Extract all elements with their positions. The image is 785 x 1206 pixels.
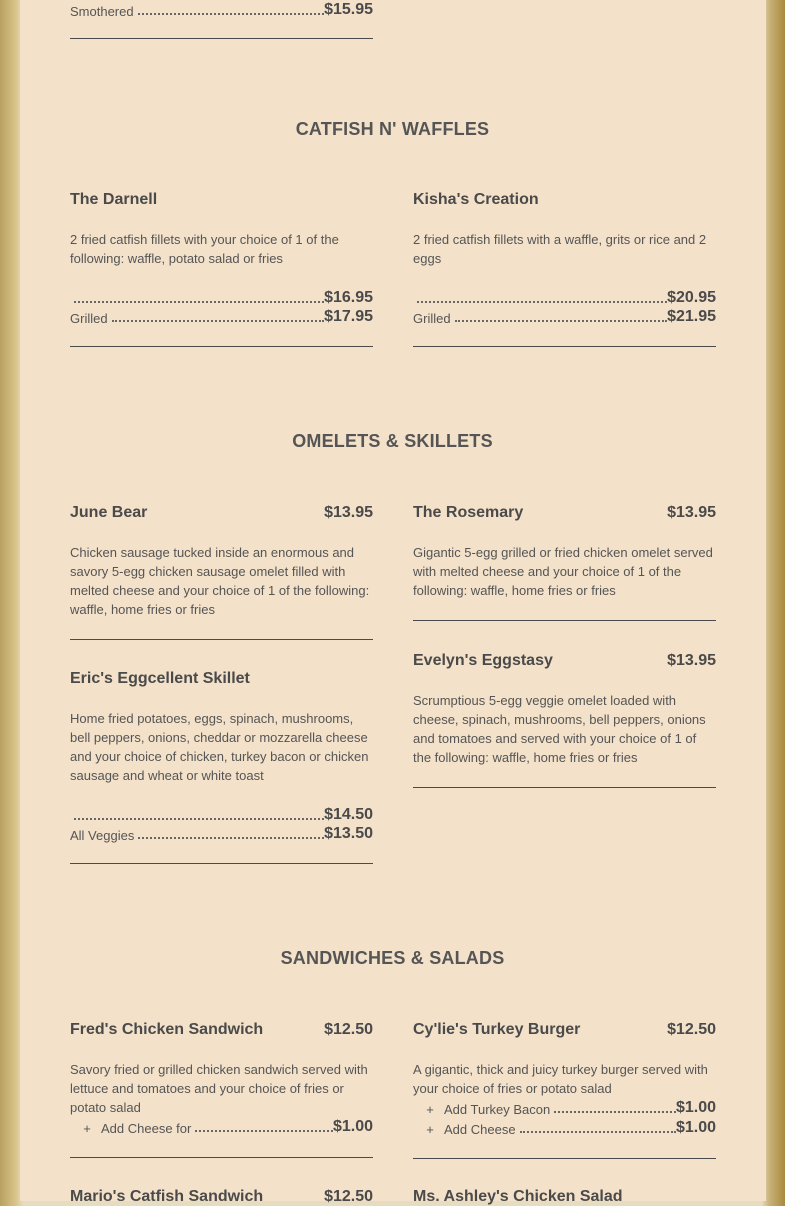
item-price: $12.50 (324, 1021, 373, 1038)
dot-leader (455, 320, 667, 322)
addon-row (70, 1117, 373, 1136)
dot-leader (520, 1131, 676, 1133)
addon-label: Add Cheese for (101, 1121, 192, 1136)
price-value: $14.50 (324, 806, 373, 823)
item-description: Gigantic 5-egg grilled or fried chicken omelet served with melted cheese and your choice of 1 of the following: waffle, home fries or fries (413, 545, 713, 598)
price-row-all-veggies (70, 824, 373, 843)
divider (413, 1158, 716, 1159)
addon-row (413, 1118, 716, 1137)
item-description: A gigantic, thick and juicy turkey burger served with your choice of fries or potato salad (413, 1062, 708, 1096)
item-description: Savory fried or grilled chicken sandwich served with lettuce and tomatoes and your choice of fries or potato salad (70, 1062, 368, 1115)
plus-icon: + (426, 1102, 434, 1117)
price-value: $17.95 (324, 308, 373, 325)
price-row (70, 288, 373, 307)
item-price: $13.95 (324, 504, 373, 521)
item-description: Home fried potatoes, eggs, spinach, mushrooms, bell peppers, onions, cheddar or mozzarella cheese and your choice of chicken, turkey bacon or chicken sausage and wheat or white toast (70, 711, 369, 783)
divider (70, 38, 373, 39)
divider (413, 620, 716, 621)
item-title: Evelyn's Eggstasy (413, 652, 553, 669)
addon-label: Add Turkey Bacon (444, 1102, 551, 1117)
price-value: $21.95 (667, 308, 716, 325)
price-value: $20.95 (667, 289, 716, 306)
price-value: $13.50 (324, 825, 373, 842)
price-label: Smothered (70, 4, 134, 19)
addon-label: Add Cheese (444, 1122, 516, 1137)
item-title: Mario's Catfish Sandwich (70, 1188, 264, 1205)
price-row-grilled (70, 307, 373, 326)
dot-leader (138, 13, 324, 15)
item-title: The Darnell (70, 191, 158, 208)
item-price: $12.50 (667, 1021, 716, 1038)
item-price: $13.95 (667, 504, 716, 521)
divider (70, 863, 373, 864)
divider (70, 346, 373, 347)
dot-leader (74, 818, 324, 820)
price-row-grilled (413, 307, 716, 326)
dot-leader (112, 320, 324, 322)
price-value: $15.95 (324, 1, 373, 18)
price-value: $16.95 (324, 289, 373, 306)
price-label: All Veggies (70, 828, 135, 843)
addon-price: $1.00 (332, 1118, 373, 1135)
item-title: Cy'lie's Turkey Burger (413, 1021, 581, 1038)
divider (70, 1157, 373, 1158)
item-title: Fred's Chicken Sandwich (70, 1021, 264, 1038)
item-title: Eric's Eggcellent Skillet (70, 670, 250, 687)
price-row-smothered (70, 0, 373, 19)
price-label: Grilled (70, 311, 108, 326)
section-title-catfish: CATFISH N' WAFFLES (295, 119, 490, 139)
dot-leader (138, 837, 324, 839)
plus-icon: + (426, 1122, 434, 1137)
addon-price: $1.00 (675, 1119, 716, 1136)
dot-leader (554, 1111, 676, 1113)
item-title: Kisha's Creation (413, 191, 539, 208)
dot-leader (74, 301, 324, 303)
item-description: Scrumptious 5-egg veggie omelet loaded with cheese, spinach, mushrooms, bell peppers, onions and tomatoes and served with your choice of 1 of the following: waffle, home fries or fries (413, 693, 706, 765)
divider (70, 639, 373, 640)
item-description: 2 fried catfish fillets with your choice of 1 of the following: waffle, potato salad or fries (70, 232, 339, 266)
divider (413, 346, 716, 347)
item-title: The Rosemary (413, 504, 524, 521)
addon-row (413, 1098, 716, 1117)
section-title-omelets: OMELETS & SKILLETS (292, 431, 493, 451)
price-label: Grilled (413, 311, 451, 326)
price-row (413, 288, 716, 307)
item-title: Ms. Ashley's Chicken Salad (413, 1188, 623, 1205)
item-description: Chicken sausage tucked inside an enormous and savory 5-egg chicken sausage omelet filled with melted cheese and your choice of 1 of the following: waffle, home fries or fries (70, 545, 370, 617)
price-row (70, 805, 373, 824)
item-description: 2 fried catfish fillets with a waffle, grits or rice and 2 eggs (413, 232, 707, 266)
item-price: $13.95 (667, 652, 716, 669)
dot-leader (195, 1130, 333, 1132)
dot-leader (417, 301, 667, 303)
section-title-sandwiches: SANDWICHES & SALADS (280, 948, 505, 968)
item-title: June Bear (70, 504, 148, 521)
addon-price: $1.00 (675, 1099, 716, 1116)
item-price: $12.50 (324, 1188, 373, 1205)
divider (413, 787, 716, 788)
plus-icon: + (83, 1121, 91, 1136)
